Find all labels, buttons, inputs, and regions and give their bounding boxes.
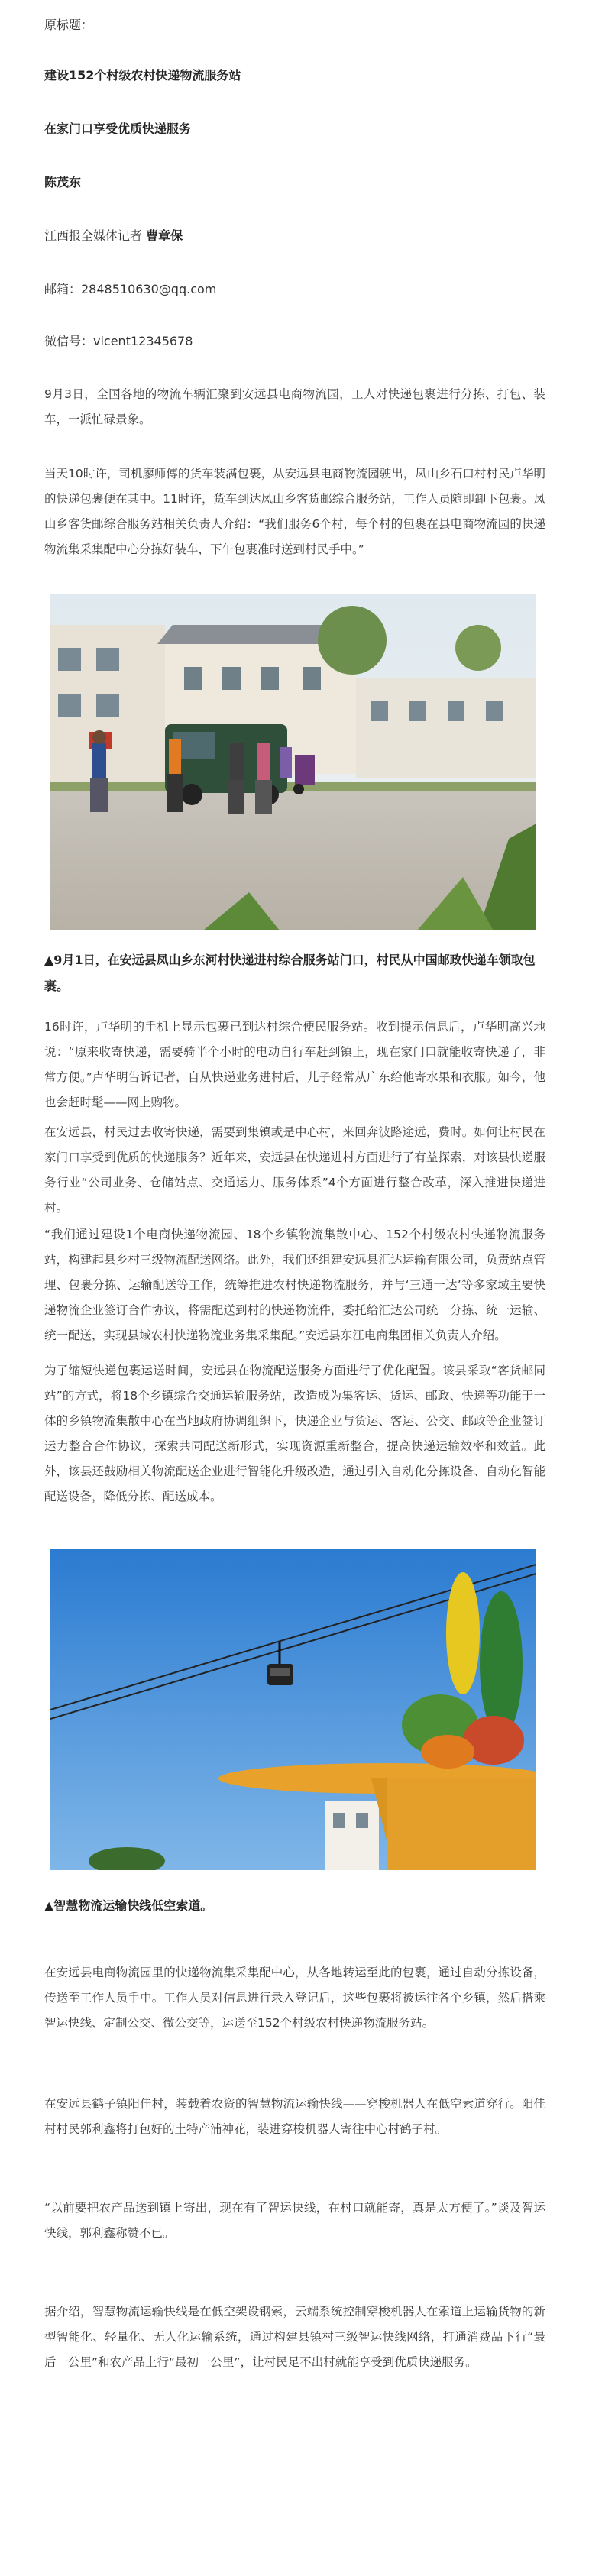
paragraph-5: “我们通过建设1个电商快递物流园、18个乡镇物流集散中心、152个村级农村快递物流服务站，构建起县乡村三级物流配送网络。此外，我们还组建安远县汇达运输有限公司，负责站点管理、包裹分拣、运输配送等工作，统筹推进农村快递物流服务，并与‘三通一达’等多家域主要快递物流企业签订合作协议，将需配送到村的快递物流件，委托给汇达公司统一分拣、统一运输、统一配送，实现县域农村快递物流业务集采集配。”安远县东江电商集团相关负责人介绍。 (44, 1228, 545, 1342)
paragraph-4: 在安远县，村民过去收寄快递，需要到集镇或是中心村，来回奔波路途远，费时。如何让村民在家门口享受到优质的快递服务？近年来，安远县在快递进村方面进行了有益探索，对该县快递服务行业“公司业务、仓储站点、交通运力、服务体系”4个方面进行整合改革，深入推进快递进村。 (44, 1125, 545, 1215)
headline-primary: 建设152个村级农村快递物流服务站 (44, 68, 241, 83)
author-name: 陈茂东 (44, 175, 82, 189)
village-delivery-photo (50, 594, 536, 930)
contact-email: 邮箱：2848510630@qq.com (44, 282, 217, 296)
paragraph-9: “以前要把农产品送到镇上寄出，现在有了智运快线，在村口就能寄，真是太方便了。”谈及智运快线，郭利鑫称赞不已。 (44, 2201, 545, 2240)
paragraph-2: 当天10时许，司机廖师傅的货车装满包裹，从安远县电商物流园驶出，凤山乡石口村村民卢华明的快递包裹便在其中。11时许，货车到达凤山乡客货邮综合服务站，工作人员随即卸下包裹。凤山乡客货邮综合服务站相关负责人介绍：“我们服务6个村，每个村的包裹在县电商物流园的快递物流集采集配中心分拣好装车，下午包裹准时送到村民手中。” (44, 467, 545, 556)
headline-secondary: 在家门口享受优质快递服务 (44, 121, 192, 136)
reporter-prefix: 江西报全媒体记者 (44, 228, 147, 243)
reporter-line (44, 228, 549, 244)
paragraph-1: 9月3日，全国各地的物流车辆汇聚到安远县电商物流园，工人对快递包裹进行分拣、打包、装车，一派忙碌景象。 (44, 387, 545, 426)
photo-caption-1: ▲9月1日，在安远县凤山乡东河村快递进村综合服务站门口，村民从中国邮政快递车领取包裹。 (44, 953, 536, 993)
original-title-label: 原标题： (44, 18, 94, 32)
cable-logistics-photo (50, 1549, 536, 1870)
paragraph-7: 在安远县电商物流园里的快递物流集采集配中心，从各地转运至此的包裹，通过自动分拣设备，传送至工作人员手中。工作人员对信息进行录入登记后，这些包裹将被运往各个乡镇，然后搭乘智运快线、定制公交、微公交等，运送至152个村级农村快递物流服务站。 (44, 1966, 545, 2030)
photo-caption-2: ▲智慧物流运输快线低空索道。 (44, 1898, 213, 1913)
paragraph-6: 为了缩短快递包裹运送时间，安远县在物流配送服务方面进行了优化配置。该县采取“客货邮同站”的方式，将18个乡镇综合交通运输服务站，改造成为集客运、货运、邮政、快递等功能于一体的乡镇物流集散中心在当地政府协调组织下，快递企业与货运、客运、公交、邮政等企业签订运力整合合作协议，探索共同配送新形式，实现资源重新整合，提高快递运输效率和效益。此外，该县还鼓励相关物流配送企业进行智能化升级改造，通过引入自动化分拣设备、自动化智能配送设备，降低分拣、配送成本。 (44, 1364, 545, 1503)
paragraph-10: 据介绍，智慧物流运输快线是在低空架设钢索，云端系统控制穿梭机器人在索道上运输货物的新型智能化、轻量化、无人化运输系统，通过构建县镇村三级智运快线网络，打通消费品下行“最后一公里”和农产品上行“最初一公里”，让村民足不出村就能享受到优质快递服务。 (44, 2305, 545, 2369)
reporter-name: 曹章保 (146, 228, 183, 243)
paragraph-3: 16时许，卢华明的手机上显示包裹已到达村综合便民服务站。收到提示信息后，卢华明高兴地说：“原来收寄快递，需要骑半个小时的电动自行车赶到镇上，现在家门口就能收寄快递了，非常方便。”卢华明告诉记者，自从快递业务进村后，儿子经常从广东给他寄水果和衣服。如今，他也会赶时髦——网上购物。 (44, 1020, 545, 1109)
contact-wechat: 微信号：vicent12345678 (44, 334, 193, 348)
paragraph-8: 在安远县鹤子镇阳佳村，装载着农资的智慧物流运输快线——穿梭机器人在低空索道穿行。阳佳村村民郭利鑫将打包好的土特产浦神花，装进穿梭机器人寄往中心村鹤子村。 (44, 2097, 545, 2136)
